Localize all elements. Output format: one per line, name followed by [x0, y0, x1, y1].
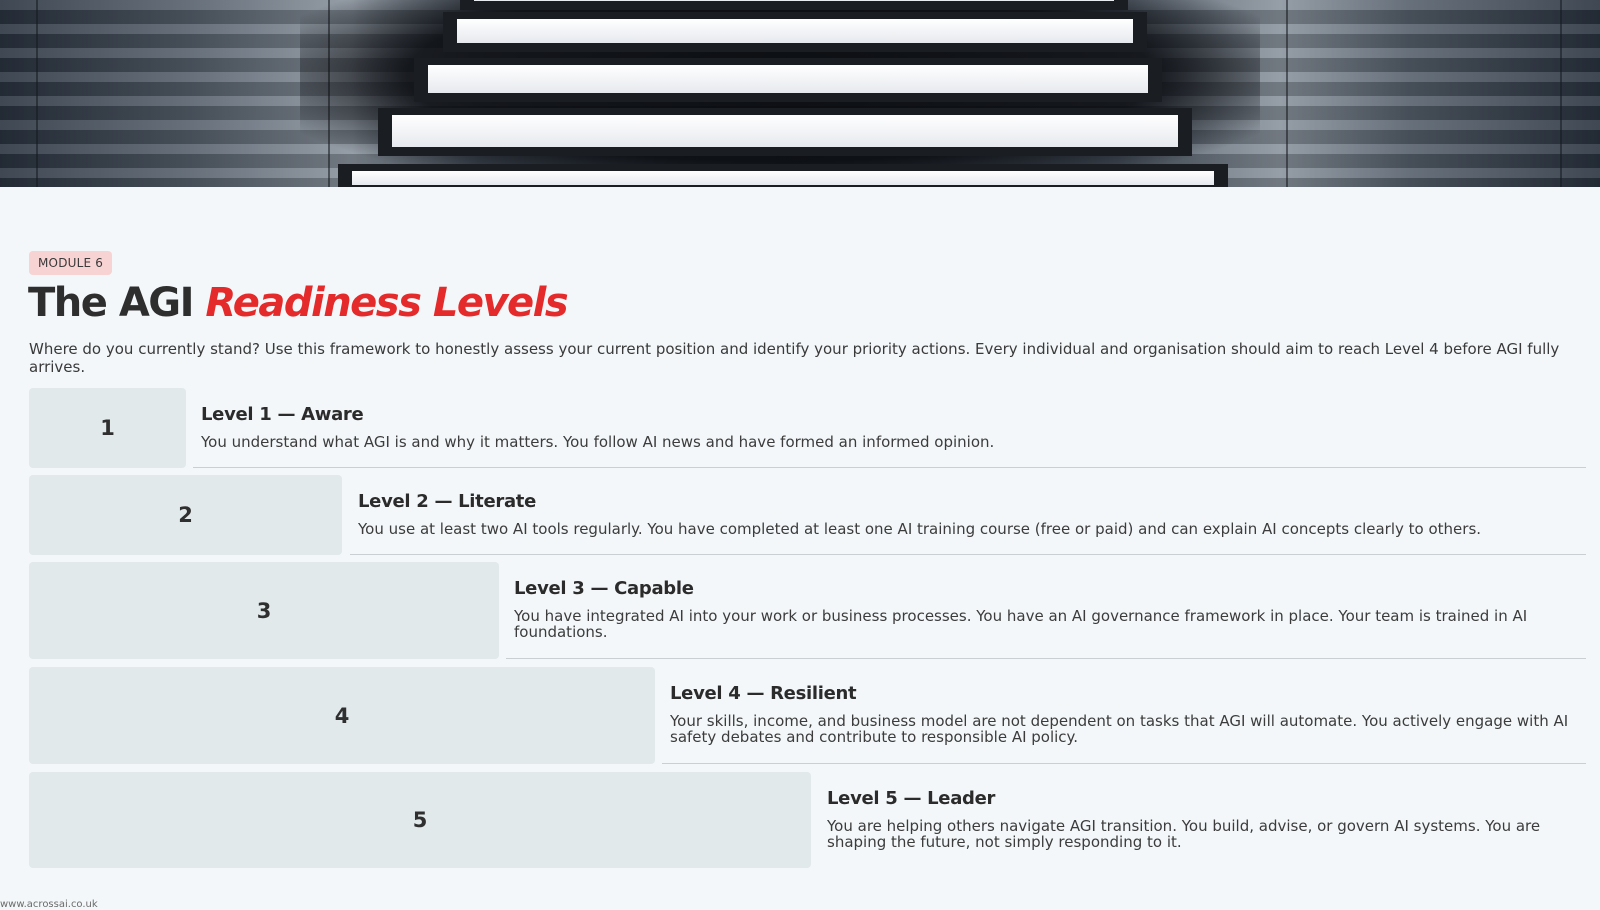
module-badge: MODULE 6 — [29, 251, 112, 275]
divider — [506, 658, 1586, 659]
footer-url: www.acrossai.co.uk — [0, 899, 98, 910]
level-row-2 — [29, 475, 1586, 555]
level-title: Level 1 — Aware — [201, 404, 364, 425]
level-description: You are helping others navigate AGI transition. You build, advise, or govern AI systems. You are shaping the future, not simply responding to it. — [827, 817, 1541, 851]
level-description: You use at least two AI tools regularly. You have completed at least one AI training course (free or paid) and can explain AI concepts clearly to others. — [358, 520, 1482, 538]
page-title — [28, 280, 567, 326]
level-step-1: 1 — [29, 388, 186, 468]
level-title: Level 4 — Resilient — [670, 683, 857, 704]
level-title: Level 5 — Leader — [827, 788, 996, 809]
hero-staircase-image — [0, 0, 1600, 187]
intro-text: Where do you currently stand? Use this framework to honestly assess your current position and identify your priority actions. Every individual and organisation should aim to reach Level 4 before AGI fully arrives. — [29, 340, 1560, 376]
level-text-4 — [670, 667, 1586, 764]
level-text-3 — [514, 562, 1586, 659]
divider — [193, 467, 1586, 468]
level-row-1 — [29, 388, 1586, 468]
level-description: You understand what AGI is and why it matters. You follow AI news and have formed an informed opinion. — [201, 433, 995, 451]
level-step-3: 3 — [29, 562, 499, 659]
level-step-5: 5 — [29, 772, 811, 868]
divider — [350, 554, 1586, 555]
level-row-3 — [29, 562, 1586, 659]
level-title: Level 2 — Literate — [358, 491, 537, 512]
title-main: The AGI — [28, 280, 206, 326]
level-step-4: 4 — [29, 667, 655, 764]
level-step-2: 2 — [29, 475, 342, 555]
divider — [662, 763, 1586, 764]
level-text-2 — [358, 475, 1586, 555]
level-text-5 — [827, 772, 1586, 868]
level-description: You have integrated AI into your work or business processes. You have an AI governance framework in place. Your team is trained in AI foundations. — [514, 607, 1528, 641]
level-row-5 — [29, 772, 1586, 868]
title-accent: Readiness Levels — [205, 280, 568, 326]
level-title: Level 3 — Capable — [514, 578, 694, 599]
level-row-4 — [29, 667, 1586, 764]
level-description: Your skills, income, and business model are not dependent on tasks that AGI will automate. You actively engage with AI safety debates and contribute to responsible AI policy. — [670, 712, 1569, 746]
level-text-1 — [201, 388, 1586, 468]
